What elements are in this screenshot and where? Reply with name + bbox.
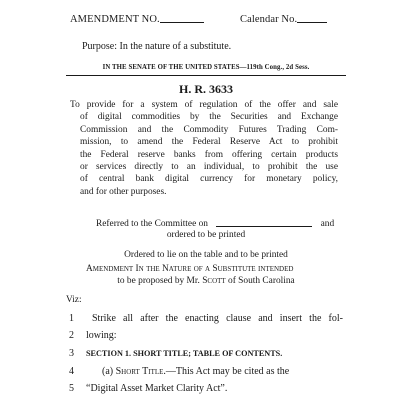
referral-line [96,218,334,229]
bill-number: H. R. 3633 [179,82,233,96]
long-title [70,99,338,198]
sponsor-prefix: to be proposed by Mr. [117,276,200,286]
line-number: 1 [69,313,74,324]
committee-blank [216,218,312,227]
ordered-printed: ordered to be printed [166,230,246,240]
referral-suffix: and [320,219,335,229]
senate-heading: IN THE SENATE OF THE UNITED STATES—119th Cong., 2d Sess. [102,64,310,71]
calendar-number [240,14,327,25]
calendar-number-label: Calendar No. [240,14,298,25]
long-title-line: mission, to amend the Federal Reserve Act to prohibit [80,137,338,148]
line-number: 5 [69,383,74,394]
calendar-number-blank [297,14,327,23]
body-line: Strike all after the enacting clause and insert the fol- [92,313,343,324]
section-heading: SECTION 1. SHORT TITLE; TABLE OF CONTENTS. [86,349,283,358]
amendment-number-label: AMENDMENT NO. [70,14,160,25]
amendment-intro-line-2 [66,276,346,286]
long-title-line: Commission and the Commodity Futures Trading Com- [80,124,338,135]
subsection-label: (a) [102,366,114,377]
amendment-intro-line-1: Amendment In the Nature of a Substitute intended [86,264,294,274]
long-title-line: or services directly to an individual, to prohibit the use [80,162,338,173]
amendment-number [70,14,204,25]
senate-rule [66,75,346,76]
viz-label: Viz: [66,295,82,305]
long-title-line: of central bank digital currency for monetary policy, [80,174,338,185]
body-text: .—This Act may be cited as the [163,366,290,377]
long-title-line: the Federal reserve banks from offering certain products [80,149,338,160]
long-title-line: and for other purposes. [80,186,167,197]
amendment-number-blank [160,14,204,23]
line-number: 2 [69,330,74,341]
long-title-line: To provide for a system of regulation of the offer and sale [70,100,338,110]
referral-prefix: Referred to the Committee on [96,219,208,229]
body-line [102,366,289,377]
purpose-line: Purpose: In the nature of a substitute. [82,41,232,52]
body-line: lowing: [86,330,117,341]
ordered-lie: Ordered to lie on the table and to be printed [124,250,288,260]
body-line: “Digital Asset Market Clarity Act”. [86,383,228,394]
long-title-line: of digital commodities by the Securities and Exchange [80,112,338,123]
line-number: 3 [69,348,74,359]
sponsor-suffix: of South Carolina [228,276,295,286]
line-number: 4 [69,366,74,377]
subsection-heading: Short Title [115,366,164,377]
sponsor-name: Scott [202,276,226,286]
